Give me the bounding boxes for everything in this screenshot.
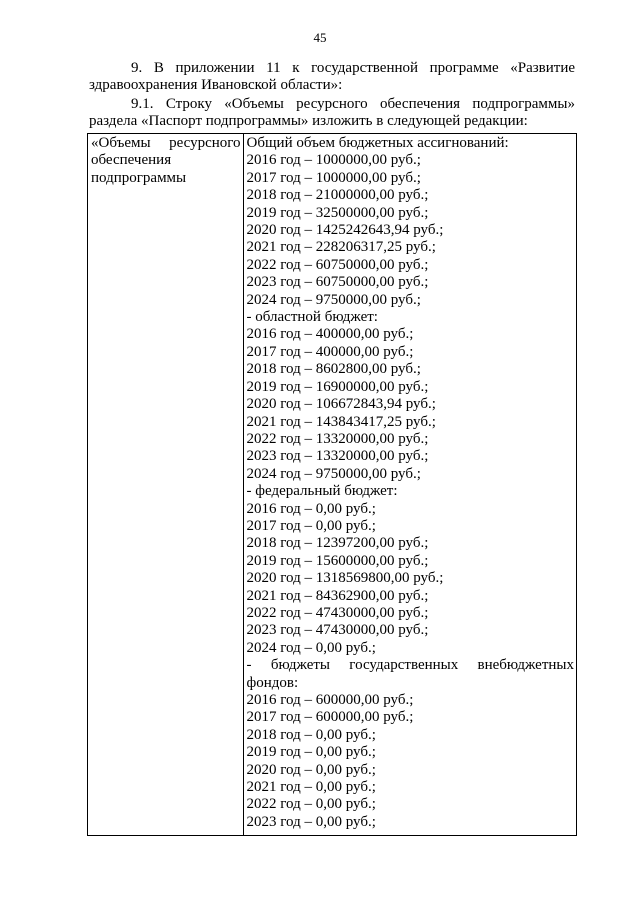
funding-line: 2021 год – 143843417,25 руб.; — [246, 413, 436, 430]
funding-line: 2019 год – 15600000,00 руб.; — [246, 552, 429, 569]
page-number: 45 — [313, 30, 327, 45]
funding-line: 2023 год – 60750000,00 руб.; — [246, 274, 429, 291]
funding-line: 2024 год – 9750000,00 руб.; — [246, 465, 421, 482]
funding-lines — [247, 135, 574, 831]
funding-line: 2018 год – 12397200,00 руб.; — [246, 535, 429, 552]
funding-line: 2023 год – 0,00 руб.; — [246, 813, 376, 830]
paragraph-9-1 — [89, 96, 575, 130]
funding-line: 2018 год – 0,00 руб.; — [246, 726, 376, 743]
funding-line: 2023 год – 47430000,00 руб.; — [246, 622, 429, 639]
funding-line: 2020 год – 106672843,94 руб.; — [246, 396, 436, 413]
funding-line: 2022 год – 0,00 руб.; — [246, 796, 376, 813]
funding-line: 2024 год – 0,00 руб.; — [246, 639, 376, 656]
funding-line: 2021 год – 84362900,00 руб.; — [246, 587, 429, 604]
funding-line: 2016 год – 600000,00 руб.; — [246, 692, 414, 708]
funding-line: 2022 год – 47430000,00 руб.; — [246, 604, 429, 621]
paragraph-9-1-text: 9.1. Строку «Объемы ресурсного обеспечения подпрограммы» раздела «Паспорт подпрограммы» изложить в следующей редакции: — [89, 96, 575, 129]
funding-line: 2017 год – 400000,00 руб.; — [246, 343, 414, 360]
row-value-cell — [243, 134, 576, 836]
funding-line: 2017 год – 1000000,00 руб.; — [246, 169, 421, 186]
funding-line: Общий объем бюджетных ассигнований: — [246, 135, 509, 151]
funding-line: 2021 год – 228206317,25 руб.; — [246, 239, 436, 256]
funding-line: 2017 год – 0,00 руб.; — [246, 517, 376, 534]
funding-line: 2021 год – 0,00 руб.; — [246, 779, 376, 796]
funding-line: 2024 год – 9750000,00 руб.; — [246, 291, 421, 308]
funding-line: 2018 год – 21000000,00 руб.; — [246, 187, 429, 204]
funding-line: 2016 год – 400000,00 руб.; — [246, 326, 414, 343]
funding-line: 2017 год – 600000,00 руб.; — [246, 709, 414, 726]
funding-line: 2020 год – 0,00 руб.; — [246, 761, 376, 778]
funding-line: 2018 год – 8602800,00 руб.; — [246, 361, 421, 378]
funding-line: 2023 год – 13320000,00 руб.; — [246, 448, 429, 465]
passport-table — [87, 133, 577, 836]
funding-line: 2022 год – 60750000,00 руб.; — [246, 256, 429, 273]
funding-line: 2022 год – 13320000,00 руб.; — [246, 430, 429, 447]
funding-line: 2019 год – 32500000,00 руб.; — [246, 204, 429, 221]
funding-line: 2016 год – 0,00 руб.; — [246, 500, 376, 517]
funding-line: 2020 год – 1425242643,94 руб.; — [246, 222, 444, 239]
paragraph-9 — [89, 60, 575, 94]
row-label-cell: «Объемы ресурсного обеспечения подпрограммы — [88, 134, 244, 836]
funding-line: 2016 год – 1000000,00 руб.; — [246, 152, 421, 169]
funding-line: - федеральный бюджет: — [246, 483, 398, 500]
funding-line: 2019 год – 0,00 руб.; — [246, 744, 376, 761]
funding-line: 2019 год – 16900000,00 руб.; — [246, 378, 429, 395]
funding-line: - бюджеты государственных внебюджетных фондов: — [246, 657, 574, 691]
table-row — [88, 134, 577, 836]
funding-line: 2020 год – 1318569800,00 руб.; — [246, 570, 444, 587]
funding-line: - областной бюджет: — [246, 309, 378, 326]
paragraph-9-text: 9. В приложении 11 к государственной программе «Развитие здравоохранения Ивановской области»: — [89, 60, 575, 93]
